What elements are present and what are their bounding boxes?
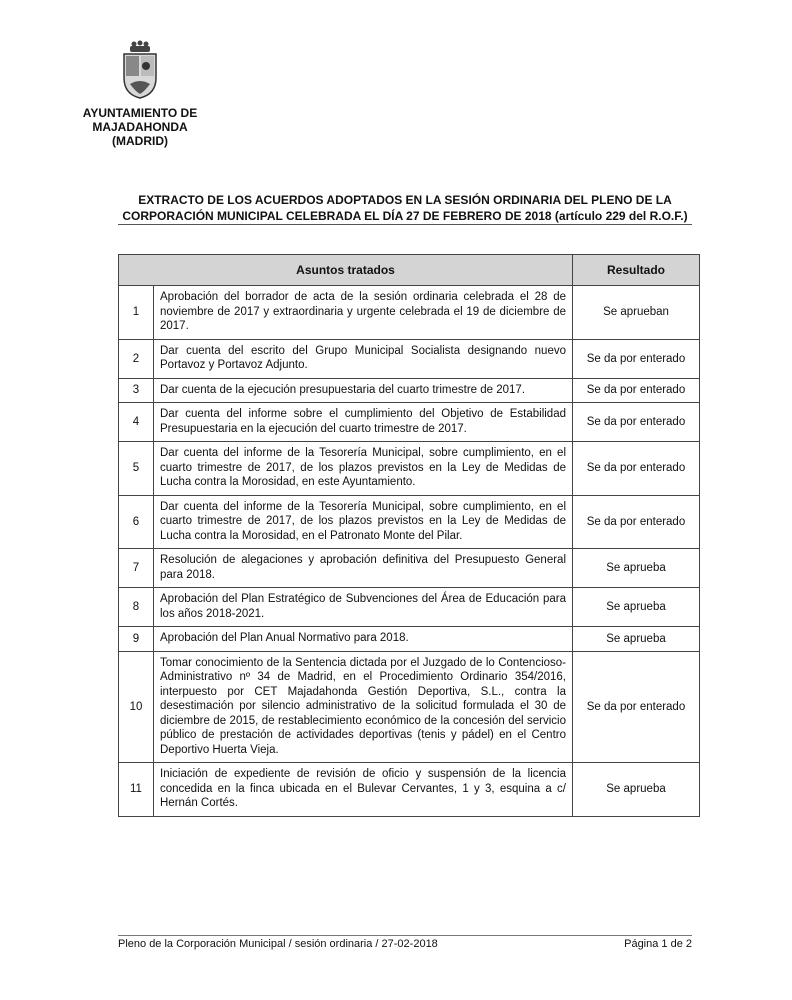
title-line-1: EXTRACTO DE LOS ACUERDOS ADOPTADOS EN LA SESIÓN ORDINARIA DEL PLENO DE LA [138, 193, 672, 207]
row-number: 10 [119, 651, 154, 763]
row-subject: Dar cuenta de la ejecución presupuestaria del cuarto trimestre de 2017. [154, 378, 573, 403]
footer-divider [118, 935, 692, 936]
table-row [119, 442, 700, 496]
org-line-2: MAJADAHONDA [92, 120, 188, 134]
org-line-1: AYUNTAMIENTO DE [82, 106, 198, 120]
row-result: Se da por enterado [573, 495, 700, 549]
row-result: Se aprueba [573, 627, 700, 652]
table-row [119, 549, 700, 588]
row-subject: Aprobación del borrador de acta de la sesión ordinaria celebrada el 28 de noviembre de 2017 y extraordinaria y urgente celebrada el 19 de diciembre de 2017. [154, 286, 573, 340]
row-result: Se da por enterado [573, 339, 700, 378]
header-asuntos: Asuntos tratados [119, 255, 573, 286]
row-number: 6 [119, 495, 154, 549]
row-result: Se aprueba [573, 549, 700, 588]
row-result: Se da por enterado [573, 442, 700, 496]
row-result: Se da por enterado [573, 378, 700, 403]
table-row [119, 403, 700, 442]
row-number: 7 [119, 549, 154, 588]
row-result: Se aprueba [573, 763, 700, 817]
agenda-table [118, 254, 700, 817]
row-result: Se aprueban [573, 286, 700, 340]
row-subject: Resolución de alegaciones y aprobación definitiva del Presupuesto General para 2018. [154, 549, 573, 588]
row-result: Se da por enterado [573, 403, 700, 442]
municipal-crest-icon [118, 40, 162, 100]
table-row [119, 627, 700, 652]
row-number: 4 [119, 403, 154, 442]
row-number: 9 [119, 627, 154, 652]
table-row [119, 495, 700, 549]
header-resultado: Resultado [573, 255, 700, 286]
footer-page-number: Página 1 de 2 [624, 938, 692, 950]
municipality-header [60, 106, 220, 148]
row-subject: Dar cuenta del informe de la Tesorería Municipal, sobre cumplimiento, en el cuarto trimestre de 2017, de los plazos previstos en la Ley de Medidas de Lucha contra la Morosidad, en el Patronato Monte del Pilar. [154, 495, 573, 549]
document-title [118, 192, 692, 224]
row-subject: Dar cuenta del informe sobre el cumplimiento del Objetivo de Estabilidad Presupuestaria en la ejecución del cuarto trimestre de 2017. [154, 403, 573, 442]
row-number: 5 [119, 442, 154, 496]
table-row [119, 651, 700, 763]
agenda-body [119, 286, 700, 817]
row-number: 8 [119, 588, 154, 627]
row-number: 3 [119, 378, 154, 403]
row-subject: Aprobación del Plan Estratégico de Subvenciones del Área de Educación para los años 2018-2021. [154, 588, 573, 627]
table-row [119, 763, 700, 817]
row-subject: Tomar conocimiento de la Sentencia dictada por el Juzgado de lo Contencioso-Administrativo nº 34 de Madrid, en el Procedimiento Ordinario 354/2016, interpuesto por CET Majadahonda Gestión Deportiva, S.L., contra la desestimación por silencio administrativo de la solicitud formulada el 30 de diciembre de 2015, de restablecimiento económico de la concesión del servicio público de prestación de actividades deportivas (tenis y pádel) en el Centro Deportivo Huerta Vieja. [154, 651, 573, 763]
table-row [119, 378, 700, 403]
row-subject: Dar cuenta del escrito del Grupo Municipal Socialista designando nuevo Portavoz y Portavoz Adjunto. [154, 339, 573, 378]
table-row [119, 339, 700, 378]
footer-session: Pleno de la Corporación Municipal / sesión ordinaria / 27-02-2018 [118, 938, 438, 950]
row-result: Se aprueba [573, 588, 700, 627]
row-subject: Aprobación del Plan Anual Normativo para 2018. [154, 627, 573, 652]
table-row [119, 588, 700, 627]
row-number: 2 [119, 339, 154, 378]
table-row [119, 286, 700, 340]
row-result: Se da por enterado [573, 651, 700, 763]
row-subject: Iniciación de expediente de revisión de oficio y suspensión de la licencia concedida en la finca ubicada en el Bulevar Cervantes, 1 y 3, esquina a c/ Hernán Cortés. [154, 763, 573, 817]
table-header-row [119, 255, 700, 286]
row-subject: Dar cuenta del informe de la Tesorería Municipal, sobre cumplimiento, en el cuarto trimestre de 2017, de los plazos previstos en la Ley de Medidas de Lucha contra la Morosidad, en este Ayuntamiento. [154, 442, 573, 496]
org-line-3: (MADRID) [112, 134, 168, 148]
row-number: 1 [119, 286, 154, 340]
title-divider [118, 224, 692, 225]
title-line-2: CORPORACIÓN MUNICIPAL CELEBRADA EL DÍA 27 DE FEBRERO DE 2018 (artículo 229 del R.O.F.) [122, 209, 688, 223]
row-number: 11 [119, 763, 154, 817]
